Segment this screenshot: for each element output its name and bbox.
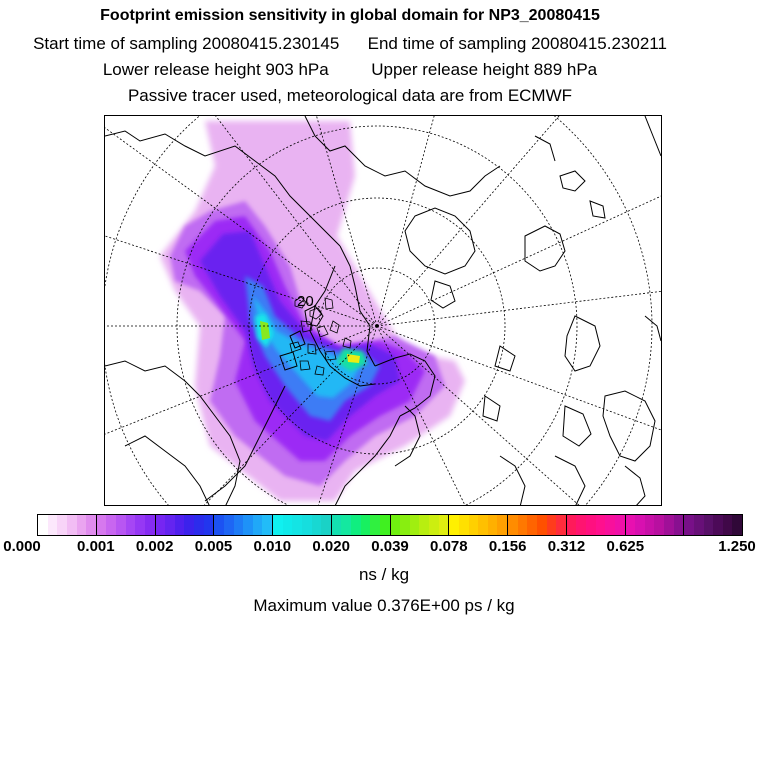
colorbar-tick-label: 0.001 [77, 538, 115, 555]
colorbar-cell [234, 515, 244, 535]
colorbar-cell [615, 515, 625, 535]
colorbar-cell [527, 515, 537, 535]
colorbar-cell [704, 515, 714, 535]
colorbar-cell [48, 515, 58, 535]
colorbar-cell [732, 515, 742, 535]
colorbar-cell [156, 515, 166, 535]
colorbar-tick-label: 1.250 [718, 538, 756, 555]
colorbar-tick-label: 0.020 [312, 538, 350, 555]
colorbar-tick-label: 0.000 [3, 538, 41, 555]
colorbar-tick-label: 0.625 [606, 538, 645, 555]
colorbar-cell [713, 515, 723, 535]
colorbar-cell [97, 515, 107, 535]
map-canvas [105, 116, 662, 506]
colorbar-cell [204, 515, 214, 535]
colorbar-cell [243, 515, 253, 535]
emission-sensitivity-plume [160, 121, 465, 501]
colorbar-block [449, 515, 508, 535]
colorbar-cell [478, 515, 488, 535]
colorbar-cell [439, 515, 449, 535]
colorbar-cell [262, 515, 272, 535]
colorbar-cell [380, 515, 390, 535]
colorbar-cell [175, 515, 185, 535]
colorbar-cell [184, 515, 194, 535]
colorbar-cell [449, 515, 459, 535]
colorbar [37, 514, 743, 536]
colorbar-block [332, 515, 391, 535]
colorbar-cell [273, 515, 283, 535]
colorbar-cell [508, 515, 518, 535]
colorbar-cell [723, 515, 733, 535]
colorbar-cell [194, 515, 204, 535]
colorbar-block [567, 515, 626, 535]
plot-title: Footprint emission sensitivity in global domain for NP3_20080415 [100, 7, 600, 24]
colorbar-cell [547, 515, 557, 535]
colorbar-tick-labels [0, 538, 768, 558]
colorbar-cell [497, 515, 507, 535]
colorbar-cell [253, 515, 263, 535]
colorbar-cell [605, 515, 615, 535]
colorbar-cell [321, 515, 331, 535]
colorbar-cell [400, 515, 410, 535]
lower-release-label: Lower release height 903 hPa [102, 60, 329, 79]
colorbar-cell [312, 515, 322, 535]
colorbar-block [214, 515, 273, 535]
colorbar-block [508, 515, 567, 535]
colorbar-cell [429, 515, 439, 535]
units-label: ns / kg [358, 565, 410, 584]
colorbar-cell [654, 515, 664, 535]
colorbar-cell [459, 515, 469, 535]
colorbar-tick-label: 0.156 [488, 538, 527, 555]
colorbar-cell [214, 515, 224, 535]
colorbar-cell [576, 515, 586, 535]
colorbar-tick-label: 0.002 [135, 538, 174, 555]
colorbar-cell [567, 515, 577, 535]
colorbar-block [38, 515, 97, 535]
colorbar-cell [664, 515, 674, 535]
colorbar-cell [626, 515, 636, 535]
colorbar-cell [126, 515, 136, 535]
colorbar-cell [596, 515, 606, 535]
colorbar-tick-label: 0.010 [253, 538, 292, 555]
upper-release-label: Upper release height 889 hPa [371, 60, 598, 79]
start-sampling-label: Start time of sampling 20080415.230145 [33, 34, 340, 53]
colorbar-cell [302, 515, 312, 535]
colorbar-block [626, 515, 685, 535]
colorbar-cell [77, 515, 87, 535]
colorbar-cell [645, 515, 655, 535]
colorbar-cell [391, 515, 401, 535]
colorbar-tick-label: 0.078 [430, 538, 468, 555]
colorbar-tick-label: 0.005 [194, 538, 233, 555]
colorbar-cell [361, 515, 371, 535]
colorbar-cell [332, 515, 342, 535]
end-sampling-label: End time of sampling 20080415.230211 [367, 34, 667, 53]
colorbar-cell [419, 515, 429, 535]
colorbar-block [97, 515, 156, 535]
colorbar-cell [351, 515, 361, 535]
colorbar-cell [370, 515, 380, 535]
colorbar-tick-label: 0.312 [547, 538, 586, 555]
colorbar-cell [86, 515, 96, 535]
colorbar-cell [694, 515, 704, 535]
sampling-times [0, 34, 700, 54]
colorbar-cell [106, 515, 116, 535]
colorbar-tick-label: 0.039 [371, 538, 409, 555]
colorbar-cell [469, 515, 479, 535]
colorbar-cell [38, 515, 48, 535]
colorbar-cell [283, 515, 293, 535]
colorbar-cell [556, 515, 566, 535]
colorbar-cell [537, 515, 547, 535]
colorbar-cell [145, 515, 155, 535]
tracer-info: Passive tracer used, meteorological data are from ECMWF [127, 86, 573, 105]
colorbar-cell [57, 515, 67, 535]
colorbar-cell [488, 515, 498, 535]
maximum-value-label: Maximum value 0.376E+00 ps / kg [253, 596, 515, 615]
map-annotation: 20 [297, 293, 314, 310]
colorbar-cell [224, 515, 234, 535]
release-heights [0, 60, 700, 80]
colorbar-cell [135, 515, 145, 535]
colorbar-cell [341, 515, 351, 535]
colorbar-cell [684, 515, 694, 535]
colorbar-cell [586, 515, 596, 535]
colorbar-cell [635, 515, 645, 535]
colorbar-cell [518, 515, 528, 535]
colorbar-block [391, 515, 450, 535]
colorbar-cell [292, 515, 302, 535]
colorbar-cell [674, 515, 684, 535]
colorbar-cell [165, 515, 175, 535]
colorbar-cell [410, 515, 420, 535]
colorbar-cell [116, 515, 126, 535]
footprint-map [104, 115, 662, 506]
colorbar-block [156, 515, 215, 535]
colorbar-block [684, 515, 742, 535]
colorbar-block [273, 515, 332, 535]
colorbar-cell [67, 515, 77, 535]
